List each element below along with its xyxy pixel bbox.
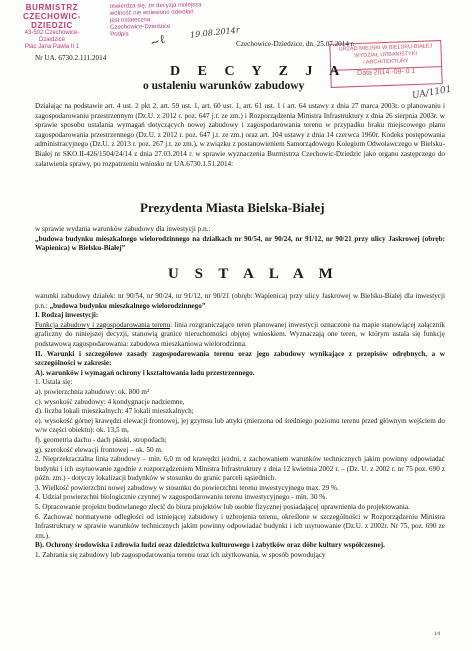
document-subtitle: o ustaleniu warunków zabudowy: [143, 80, 305, 92]
list-item: f). geometria dachu - dach płaski, stropodach;: [35, 435, 167, 444]
main-body: [35, 292, 445, 561]
stamp-line: BURMISTRZ: [25, 3, 79, 12]
stamp-line: i ARCHITEKTURY: [363, 58, 409, 66]
section-heading: I. Rodzaj inwestycji:: [35, 311, 99, 320]
ustalam-investment: „budowa budynku mieszkalnego wielorodzinnego”: [49, 301, 206, 310]
request-line: w sprawie wydania warunków zabudowy dla inwestycji p.n.:: [35, 225, 211, 233]
section-paragraph: [35, 321, 445, 350]
reference-number: Nr UA. 6730.2.111.2014: [35, 54, 107, 62]
list-item: g). szerokość elewacji frontowej – ok. 50 m.: [35, 445, 163, 454]
legal-basis-text: Działając na podstawie art. 4 ust. 2 pkt 2, art. 59 ust. 1, art. 60 ust. 1, art. 61 ust. 1 i art. 64 ustawy z dnia 27 marca 2003r. o planowaniu i zagospodarowaniu przestrzennym (Dz.U. z 2012 r. poz. 647 j.t. ze zm.) i Rozporządzenia Ministra Infrastruktury z dnia 26 sierpnia 2003r. w sprawie sposobu ustalania wymagań dotyczących nowej zabudowy i zagospodarowania terenu w przypadku braku miejscowego planu zagospodarowania przestrzennego (Dz.U. z 2012 r. poz. 647 j.t. ze zm.) oraz art. 104 ustawy z dnia 14 czerwca 1960r. Kodeks postępowania administracyjnego (Dz.U. z 2013 r. poz. 267 j.t. ze zm.), w związku z postanowieniem Samorządowego Kolegium Odwoławczego w Bielsku-Białej nr SKO.II-426/1504/24/14 z dnia 27.03.2014 r. w sprawie wyznaczenia Burmistrza Czechowic-Dziedzic jako organu zastępczego do załatwienia sprawy, po rozpatrzeniu wniosku nr UA.6730.1.51.2014:: [35, 102, 445, 168]
ustalam-heading: U S T A L A M: [168, 266, 339, 282]
investment-name: „budowa budynku mieszkalnego wielorodzinnego na działkach nr 90/54, nr 90/24, nr 91/12, nr 90/21 przy ulicy Jaskrowej (obręb: Wapienica) w Bielsku-Białej”: [35, 234, 445, 253]
list-item: d). liczba lokali mieszkalnych: 47 lokali mieszkalnych;: [35, 407, 194, 416]
stamp-line: CZECHOWIC-DZIEDZIC: [23, 12, 81, 30]
president-heading: Prezydenta Miasta Bielska-Białej: [140, 200, 325, 215]
stamp-line: URZĄD MIEJSKI W BIELSKU-BIAŁEJ: [338, 43, 433, 53]
list-item: 4. Udział powierzchni biologicznie czynnej w zagospodarowaniu terenu inwestycyjnego - min. 30 %.: [35, 493, 328, 502]
request-paragraph: [35, 225, 445, 254]
list-item: 6. Zachować normatywne odległości od istniejącej zabudowy i uzbrojenia terenu, określone w szczególności w Rozporządzeniu Ministra Infrastruktury w sprawie warunków technicznych jakim powinny odpowiadać budynki i ich usytuowanie (Dz.U. z 2002r. Nr 75, poz. 690 ze zm.).: [35, 512, 445, 540]
stamp-line: Plac Jana Pawła II 1: [24, 44, 80, 50]
list-item: 1. Zabrania się zabudowy lub zagospodarowania terenu oraz ich użytkowania, w sposób powodujący: [35, 551, 326, 560]
list-item: 3. Wielkość powierzchni nowej zabudowy w stosunku do powierzchni terenu inwestycyjnego max. 29 %.: [35, 483, 339, 492]
place-date: Czechowice-Dziedzice, dn. 25.07.2014 r.: [236, 40, 355, 48]
stamp-date: 2014 -09- 0 1: [373, 67, 416, 77]
subsection-heading: B). Ochrony środowiska i zdrowia ludzi oraz dziedzictwa kulturowego i zabytków oraz dóbr kultury współczesnej.: [35, 541, 385, 550]
list-item: 1. Ustala się:: [35, 378, 73, 387]
signature: ~ℓ: [147, 31, 167, 51]
stamp-date-label: Data: [356, 69, 373, 78]
stamp-line: Podpis: [110, 31, 129, 38]
stamp-line: Czechowice-Dziedzice: [110, 23, 171, 31]
list-item: 5. Opracowanie projektu budowlanego zlecić do biura projektów lub osobie fizycznej posiadającej uprawnienia do projektowania.: [35, 503, 410, 512]
ustalam-text: warunki zabudowy działek: nr 90/54, nr 90/24, nr 91/12, nr 90/21 (obręb: Wapienica) przy ulicy Jaskrowej w Bielsku-Białej dla inwestycji p.n.:: [35, 292, 445, 310]
document-title: D E C Y Z J A: [170, 64, 347, 79]
stamp-line: wolność nie wniesiono odwołań: [109, 9, 194, 17]
subsection-heading: A). warunków i wymagań ochrony i kształtowania ładu przestrzennego.: [35, 368, 255, 377]
list-item: c). wysokość zabudowy: 4 kondygnacje nadziemne,: [35, 397, 185, 406]
stamp-line: 43-502 Czechowice-Dziedzice: [24, 30, 80, 43]
ustalam-paragraph: [35, 292, 445, 311]
legal-basis-paragraph: [35, 102, 445, 169]
list-item: a). powierzchnia zabudowy: ok. 800 m²: [35, 387, 150, 396]
stamp-date-row: [331, 66, 441, 78]
section-heading: II. Warunki i szczegółowe zasady zagospodarowania terenu oraz jego zabudowy wynikające z przepisów odrębnych, a w szczególności w zakresie:: [35, 349, 445, 368]
stamp-date-handwritten: 19.08.2014r: [189, 25, 240, 40]
function-label: Funkcja zabudowy i zagospodarowania terenu: [35, 320, 171, 329]
stamp-line: WYDZIAŁ URBANISTYKI: [354, 50, 418, 60]
list-item: e). wysokość górnej krawędzi elewacji frontowej, jej gzymsu lub attyki (mierzona od średniego poziomu terenu przed głównym wejściem do w/w części obiektu): ok. 13,5 m,: [35, 416, 445, 435]
stamp-line: otwierdza się, że decyzja niniejsza: [109, 2, 202, 10]
page-number: 1/4: [434, 632, 441, 637]
list-item: 2. Nieprzekraczalna linia zabudowy – min. 6,0 m od krawędzi jezdni, z zachowaniem warunków technicznych jakim powinny odpowiadać budynki i ich usytuowanie zgodnie z rozporządzeniem Ministra Infrastruktury z dnia 12 kwietnia 2002 r. – (Dz. U. z 2002 r. nr 75 poz. 690 z późn. zm.) - dotyczy lokalizacji budynków w stosunku do granic parceli sąsiednich.: [35, 455, 445, 483]
mayor-stamp: [18, 3, 86, 51]
stamp-line: jest ostateczna: [109, 17, 151, 24]
stamp-handwritten-number: UA/1101: [411, 84, 453, 102]
function-text: : linia rozgraniczające teren planowanej inwestycji oznaczone na mapie stanowiącej załącznik graficzny do niniejszej decyzji, stanowią granice nieruchomości objętej wnioskiem. Wyznaczają one teren, w którym ustala się funkcję podstawową zagospodarowania: zabudowa mieszkaniowa wielorodzinna.: [35, 320, 445, 348]
